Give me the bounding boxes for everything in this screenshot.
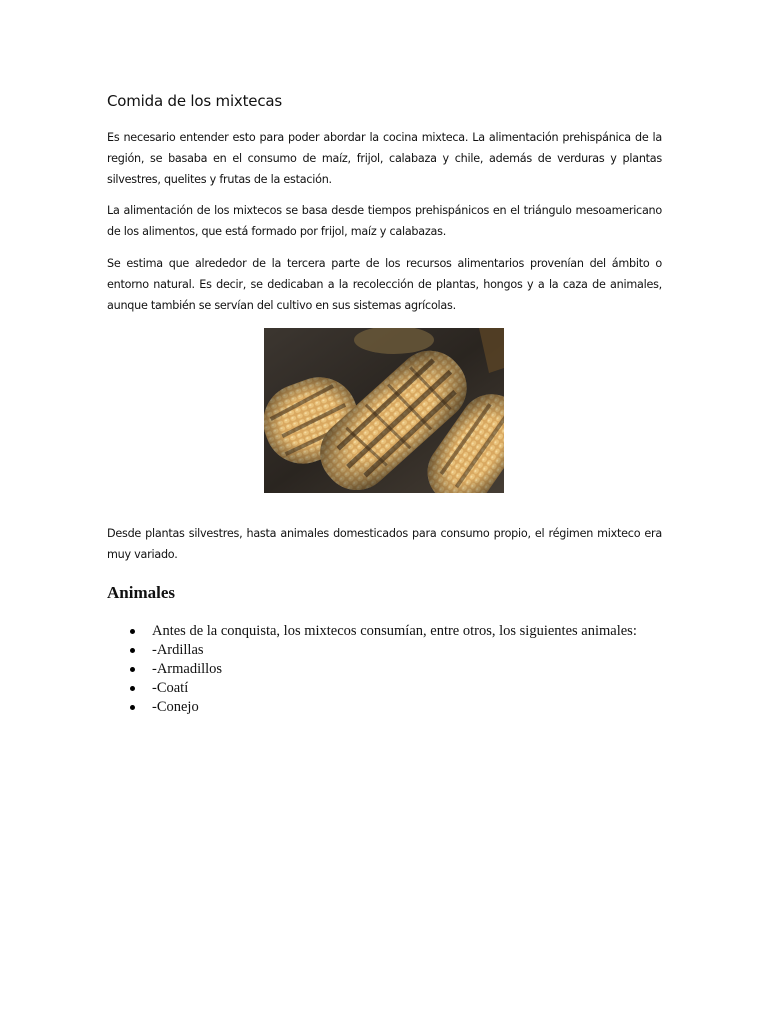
section-heading-animales: Animales [107, 583, 175, 602]
paragraph-3: Se estima que alrededor de la tercera parte de los recursos alimentarios provenían del ámbito o entorno natural. Es decir, se dedicaban a la recolección de plantas, hongos y a la caza de animales, aunque también se servían del cultivo en sus sistemas agrícolas. [107, 257, 662, 312]
bullet-icon [130, 648, 135, 653]
list-item: -Conejo [130, 698, 637, 717]
bullet-icon [130, 629, 135, 634]
list-item: Antes de la conquista, los mixtecos consumían, entre otros, los siguientes animales: [130, 622, 637, 641]
bullet-icon [130, 705, 135, 710]
paragraph-4: Desde plantas silvestres, hasta animales domesticados para consumo propio, el régimen mixteco era muy variado. [107, 527, 662, 561]
animals-list [130, 622, 637, 717]
bullet-icon [130, 686, 135, 691]
list-item: -Armadillos [130, 660, 637, 679]
bullet-icon [130, 667, 135, 672]
paragraph-2: La alimentación de los mixtecos se basa desde tiempos prehispánicos en el triángulo mesoamericano de los alimentos, que está formado por frijol, maíz y calabazas. [107, 204, 662, 238]
paragraph-1: Es necesario entender esto para poder abordar la cocina mixteca. La alimentación prehispánica de la región, se basaba en el consumo de maíz, frijol, calabaza y chile, además de verduras y plantas silvestres, quelites y frutas de la estación. [107, 131, 662, 186]
list-item: -Ardillas [130, 641, 637, 660]
page-title: Comida de los mixtecas [107, 92, 282, 110]
list-item: -Coatí [130, 679, 637, 698]
grilled-corn-photo [264, 328, 504, 493]
